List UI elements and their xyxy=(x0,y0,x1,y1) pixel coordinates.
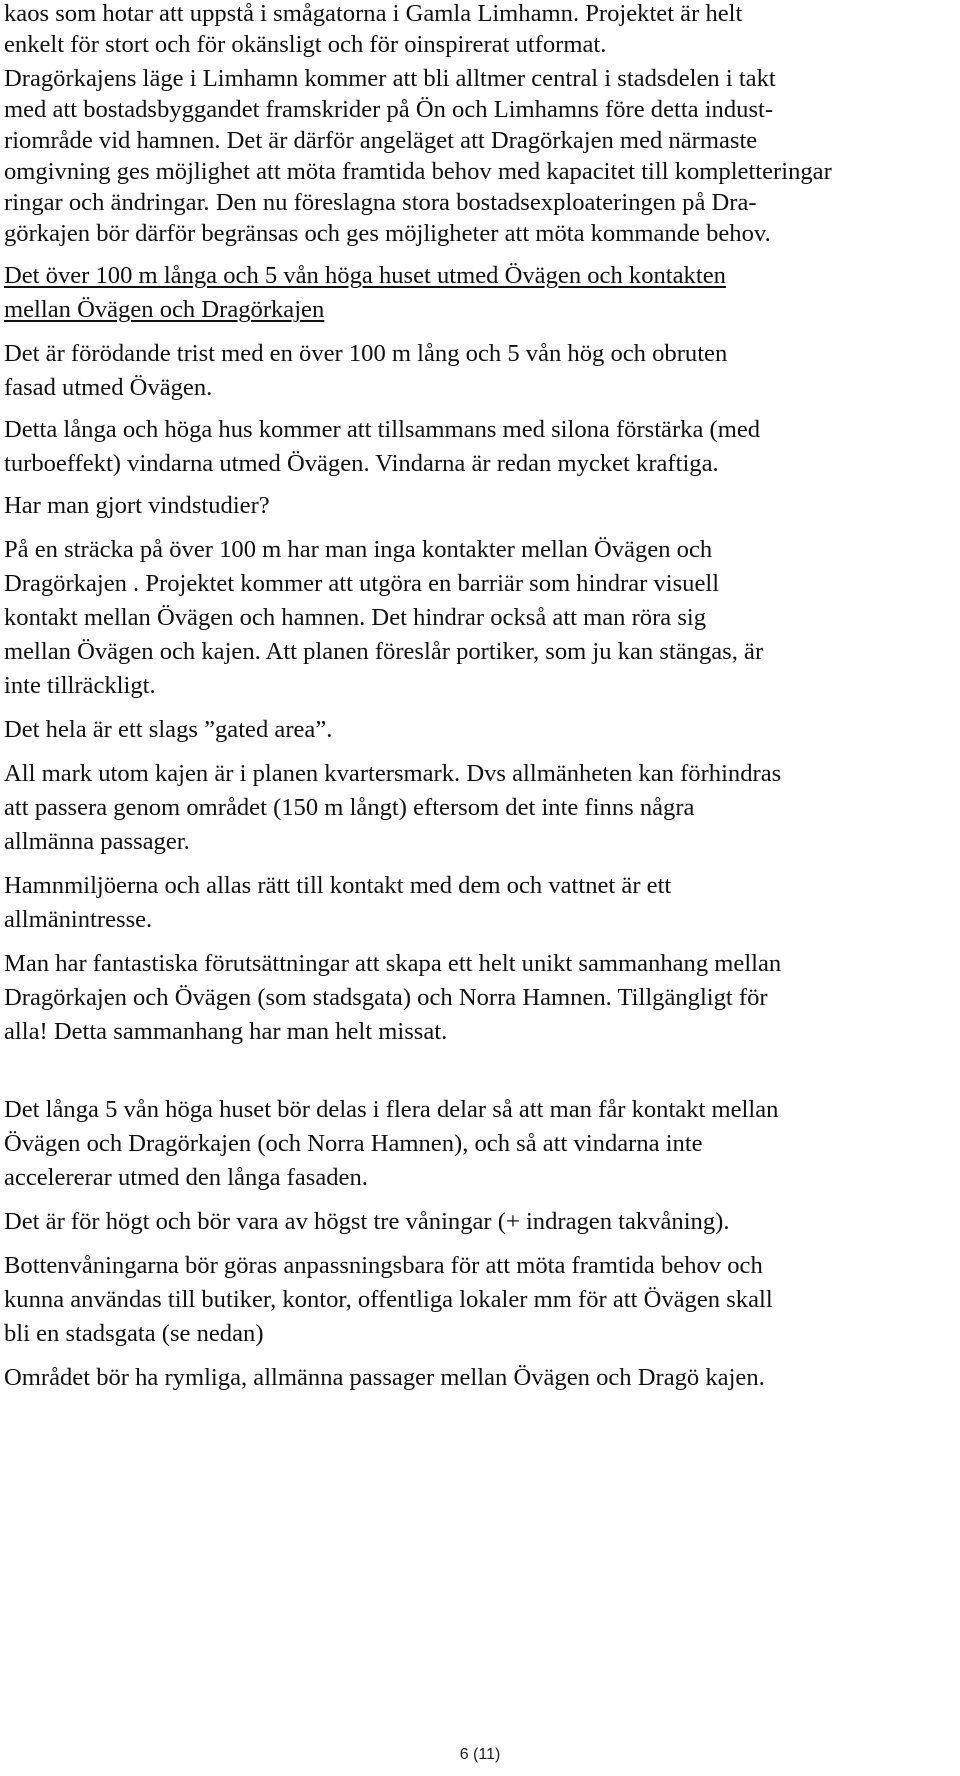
body-paragraph xyxy=(4,947,956,1049)
text-line: enkelt för stort och för okänsligt och för oinspirerat utformat. xyxy=(4,31,607,58)
text-line: kontakt mellan Övägen och hamnen. Det hindrar också att man röra sig xyxy=(4,604,707,631)
text-line: Dragörkajen . Projektet kommer att utgöra en barriär som hindrar visuell xyxy=(4,570,720,597)
text-line: alla! Detta sammanhang har man helt missat. xyxy=(4,1018,448,1045)
body-paragraph xyxy=(4,1361,956,1395)
body-paragraph xyxy=(4,337,956,405)
text-line: mellan Övägen och kajen. Att planen föreslår portiker, som ju kan stängas, är xyxy=(4,638,764,665)
text-line: Det långa 5 vån höga huset bör delas i flera delar så att man får kontakt mellan xyxy=(4,1096,779,1123)
text-line: med att bostadsbyggandet framskrider på Ön och Limhamns före detta indust- xyxy=(4,96,774,123)
text-line: Bottenvåningarna bör göras anpassningsbara för att möta framtida behov och xyxy=(4,1252,763,1279)
text-line: inte tillräckligt. xyxy=(4,672,156,699)
text-line: Det hela är ett slags ”gated area”. xyxy=(4,716,333,743)
text-line: Detta långa och höga hus kommer att tillsammans med silona förstärka (med xyxy=(4,416,761,443)
body-paragraph xyxy=(4,1249,956,1351)
text-line: Hamnmiljöerna och allas rätt till kontakt med dem och vattnet är ett xyxy=(4,872,672,899)
body-paragraph xyxy=(4,713,956,747)
text-line: Det är förödande trist med en över 100 m lång och 5 vån hög och obruten xyxy=(4,340,728,367)
text-line: allmänintresse. xyxy=(4,906,153,933)
text-line: accelererar utmed den långa fasaden. xyxy=(4,1164,368,1191)
page-number: 6 (11) xyxy=(459,1746,501,1763)
document-page xyxy=(4,0,956,1395)
body-paragraph xyxy=(4,533,956,703)
section-heading xyxy=(4,259,956,327)
text-line: turboeffekt) vindarna utmed Övägen. Vindarna är redan mycket kraftiga. xyxy=(4,450,719,477)
text-line: görkajen bör därför begränsas och ges möjligheter att möta kommande behov. xyxy=(4,220,771,247)
text-line: Övägen och Dragörkajen (och Norra Hamnen), och så att vindarna inte xyxy=(4,1130,703,1157)
text-line: omgivning ges möjlighet att möta framtida behov med kapacitet till kompletteringar xyxy=(4,158,832,185)
text-line: På en sträcka på över 100 m har man inga kontakter mellan Övägen och xyxy=(4,536,713,563)
heading-line: Det över 100 m långa och 5 vån höga huset utmed Övägen och kontakten xyxy=(4,262,726,289)
text-line: Dragörkajens läge i Limhamn kommer att bli alltmer central i stadsdelen i takt xyxy=(4,65,776,92)
body-paragraph xyxy=(4,757,956,859)
text-line: Dragörkajen och Övägen (som stadsgata) och Norra Hamnen. Tillgängligt för xyxy=(4,984,768,1011)
text-line: Området bör ha rymliga, allmänna passager mellan Övägen och Dragö kajen. xyxy=(4,1364,765,1391)
text-line: kunna användas till butiker, kontor, offentliga lokaler mm för att Övägen skall xyxy=(4,1286,773,1313)
text-line: att passera genom området (150 m långt) eftersom det inte finns några xyxy=(4,794,695,821)
body-paragraph xyxy=(4,489,956,523)
text-line: fasad utmed Övägen. xyxy=(4,374,213,401)
text-line: kaos som hotar att uppstå i smågatorna i Gamla Limhamn. Projektet är helt xyxy=(4,0,743,27)
heading-line: mellan Övägen och Dragörkajen xyxy=(4,296,325,323)
text-line: riområde vid hamnen. Det är därför angeläget att Dragörkajen med närmaste xyxy=(4,127,758,154)
text-line: bli en stadsgata (se nedan) xyxy=(4,1320,264,1347)
text-line: Man har fantastiska förutsättningar att skapa ett helt unikt sammanhang mellan xyxy=(4,950,782,977)
text-line: Har man gjort vindstudier? xyxy=(4,492,270,519)
text-line: allmänna passager. xyxy=(4,828,190,855)
body-paragraph xyxy=(4,869,956,937)
body-paragraph xyxy=(4,413,956,481)
text-line: Det är för högt och bör vara av högst tre våningar (+ indragen takvåning). xyxy=(4,1208,730,1235)
text-line: All mark utom kajen är i planen kvartersmark. Dvs allmänheten kan förhindras xyxy=(4,760,782,787)
body-paragraph xyxy=(4,1093,956,1195)
text-line: ringar och ändringar. Den nu föreslagna stora bostadsexploateringen på Dra- xyxy=(4,189,757,216)
body-paragraph xyxy=(4,0,956,251)
body-paragraph xyxy=(4,1205,956,1239)
